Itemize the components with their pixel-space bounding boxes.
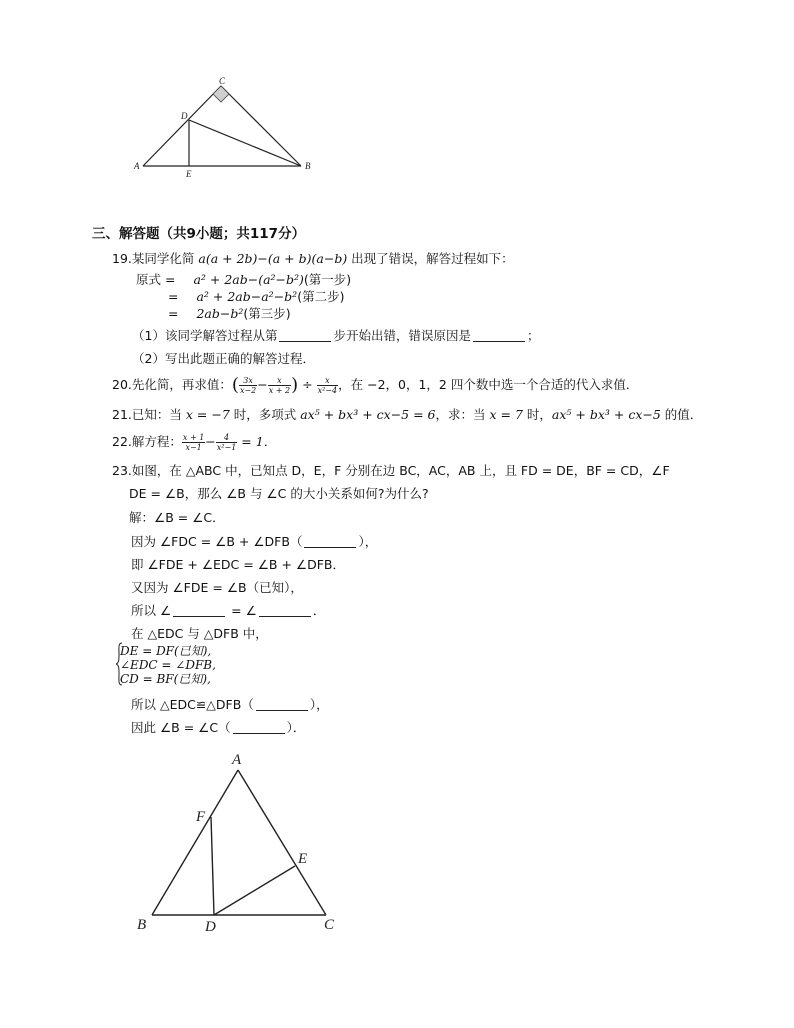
fig2-label-c: C xyxy=(324,917,335,933)
q23-blank-1[interactable] xyxy=(304,535,356,548)
section-title: 三、解答题（共9小题；共117分） xyxy=(92,226,306,242)
fig2-label-d: D xyxy=(205,919,216,935)
q23-solution: 解：∠B = ∠C． xyxy=(129,510,225,525)
q19-part-1: （1）该同学解答过程从第 步开始出错，错误原因是 ； xyxy=(132,328,540,343)
q23-blank-5[interactable] xyxy=(233,721,285,734)
q21-number: 21. xyxy=(112,407,132,422)
fig1-label-b: B xyxy=(305,161,311,171)
fig1-label-e: E xyxy=(186,169,192,179)
q23-step-2: 即 ∠FDE + ∠EDC = ∠B + ∠DFB． xyxy=(131,557,345,572)
fig1-label-c: C xyxy=(219,76,226,86)
q23-stem-line-2: DE = ∠B，那么 ∠B 与 ∠C 的大小关系如何?为什么? xyxy=(129,486,429,501)
fig2-label-e: E xyxy=(298,851,308,867)
q23-step-5: 在 △EDC 与 △DFB 中， xyxy=(131,626,268,641)
q19-number: 19. xyxy=(112,251,132,266)
q22-number: 22. xyxy=(112,434,132,449)
q23-blank-4[interactable] xyxy=(256,698,308,711)
q23-blank-3[interactable] xyxy=(259,604,311,617)
q23-step-1: 因为 ∠FDC = ∠B + ∠DFB（ ）， xyxy=(131,534,378,549)
q23-step-7: 因此 ∠B = ∠C（ ）． xyxy=(131,720,306,735)
q23-step-3: 又因为 ∠FDE = ∠B（已知）， xyxy=(131,580,303,595)
q22-fraction-1: $\frac{x + 1}{x-1}$ xyxy=(182,433,205,452)
figure-right-triangle xyxy=(125,72,325,182)
figure-triangle-abc xyxy=(140,750,340,925)
fig2-label-b: B xyxy=(137,917,147,933)
q19-expression: a(a + 2b)−(a + b)(a−b) xyxy=(198,251,348,266)
q21-stem: 21.已知：当 x = −7 时，多项式 ax⁵ + bx³ + cx−5 = 6，求：当 x = 7 时，ax⁵ + bx³ + cx−5 的值． xyxy=(112,407,703,422)
q23-stem-line-1: 23.如图，在 △ABC 中，已知点 D，E，F 分别在边 BC，AC，AB 上，且 FD = DE，BF = CD，∠F xyxy=(112,463,670,478)
q20-fraction-1: $\frac{3x}{x-2}$ xyxy=(239,376,257,395)
q22-fraction-2: $\frac{4}{\text{x²−1}}$ xyxy=(216,433,237,452)
q20-fraction-2: $\frac{x}{x + 2}$ xyxy=(268,376,291,395)
fig1-label-a: A xyxy=(134,161,140,171)
q19-blank-reason[interactable] xyxy=(473,329,525,342)
q23-step-4: 所以 ∠ = ∠ ． xyxy=(131,603,326,618)
q19-step-3: = 2ab−b²(第三步) xyxy=(168,306,291,321)
fig1-label-d: D xyxy=(181,111,188,121)
q19-stem: 19.某同学化简 a(a + 2b)−(a + b)(a−b) 出现了错误，解答过程如下： xyxy=(112,251,514,266)
q23-step-6: 所以 △EDC≌△DFB（ ）， xyxy=(131,697,329,712)
congruence-system: DE = DF(已知), ∠EDC = ∠DFB, CD = BF(已知), xyxy=(120,644,216,686)
q19-blank-step[interactable] xyxy=(279,329,331,342)
q19-step-2: = a² + 2ab−a²−b²(第二步) xyxy=(168,289,345,304)
q23-number: 23. xyxy=(112,463,132,478)
q22-stem: 22.解方程： $\frac{x + 1}{x-1}$ − $\frac{4}{\text{x²−1}}$ = 1． xyxy=(112,433,277,452)
q19-step-1: 原式 = a² + 2ab−(a²−b²)(第一步) xyxy=(136,272,352,287)
fig2-label-f: F xyxy=(196,809,206,825)
q20-stem: 20.先化简，再求值：( $\frac{3x}{x-2}$ − $\frac{x}{x + 2}$ ) ÷ $\frac{x}{\text{x²−4}}$ ，在 −2，0，1，2 四个数中选一个合适的代入求值． xyxy=(112,374,639,396)
q23-blank-2[interactable] xyxy=(173,604,225,617)
q19-part-2: （2）写出此题正确的解答过程． xyxy=(132,351,315,366)
q20-fraction-3: $\frac{x}{\text{x²−4}}$ xyxy=(317,376,338,395)
fig2-label-a: A xyxy=(232,752,242,768)
q20-number: 20. xyxy=(112,377,132,392)
